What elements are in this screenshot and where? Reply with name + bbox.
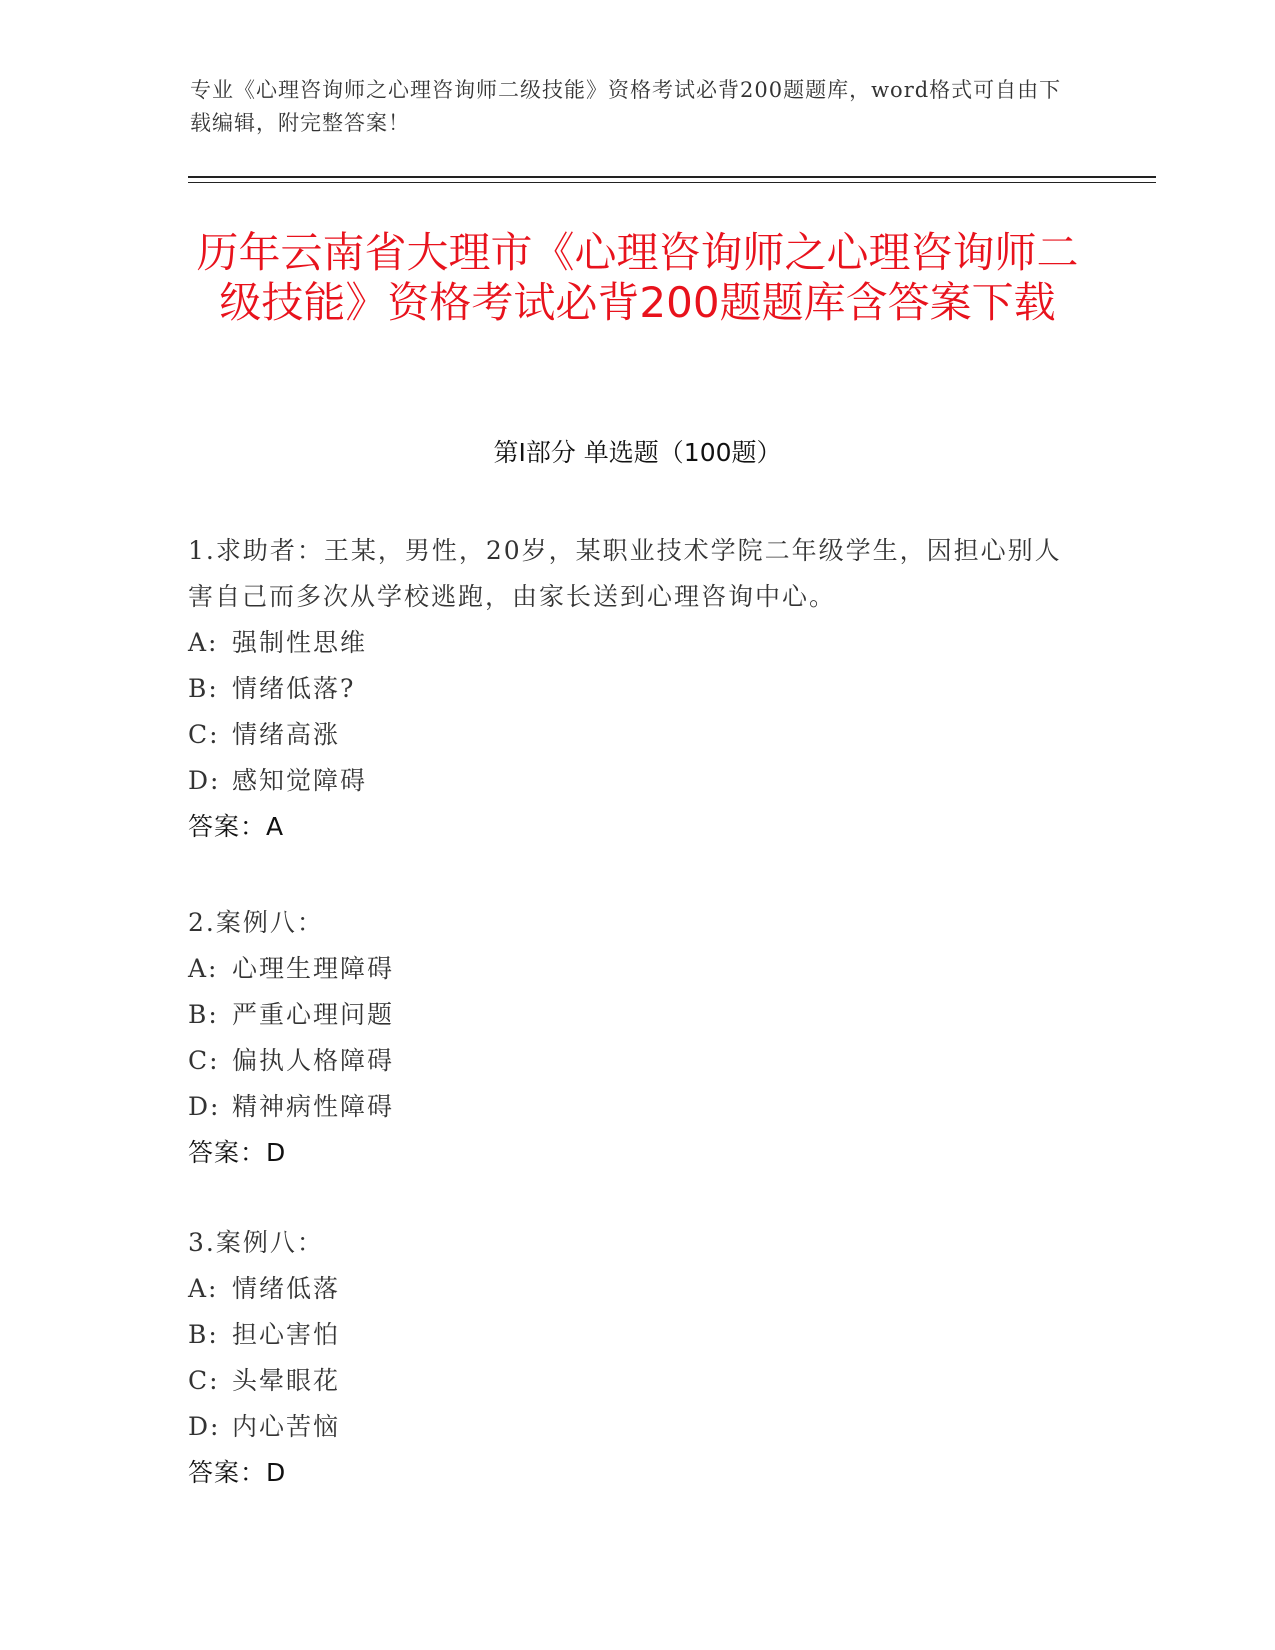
option-letter: A: <box>188 1274 219 1303</box>
option-d <box>188 1084 1088 1130</box>
option-letter: A: <box>188 954 219 983</box>
question-stem: 1.求助者：王某，男性，20岁，某职业技术学院二年级学生，因担心别人害自己而多次从学校逃跑，由家长送到心理咨询中心。 <box>188 536 1062 611</box>
option-a <box>188 1266 1088 1312</box>
option-letter: D: <box>188 1092 221 1121</box>
option-d <box>188 758 1088 804</box>
option-text: 强制性思维 <box>232 628 368 657</box>
option-a <box>188 946 1088 992</box>
option-letter: C: <box>188 720 220 749</box>
question-block <box>188 528 1088 850</box>
header-rule-thick <box>188 176 1156 178</box>
option-b <box>188 666 1088 712</box>
option-letter: D: <box>188 1412 221 1441</box>
option-text: 头晕眼花 <box>232 1366 341 1395</box>
option-letter: B: <box>188 1320 219 1349</box>
option-b <box>188 992 1088 1038</box>
option-letter: C: <box>188 1046 220 1075</box>
option-c <box>188 1038 1088 1084</box>
option-c <box>188 1358 1088 1404</box>
answer-line: 答案：A <box>188 812 285 841</box>
option-letter: C: <box>188 1366 220 1395</box>
option-text: 担心害怕 <box>232 1320 341 1349</box>
question-stem: 3.案例八： <box>188 1228 324 1257</box>
option-text: 心理生理障碍 <box>232 954 395 983</box>
answer-line: 答案：D <box>188 1458 287 1487</box>
option-d <box>188 1404 1088 1450</box>
option-a <box>188 620 1088 666</box>
option-text: 偏执人格障碍 <box>232 1046 395 1075</box>
option-letter: D: <box>188 766 221 795</box>
document-title: 历年云南省大理市《心理咨询师之心理咨询师二级技能》资格考试必背200题题库含答案下载 <box>196 228 1079 327</box>
option-text: 严重心理问题 <box>232 1000 395 1029</box>
header-rule-thin <box>188 182 1156 183</box>
header-note: 专业《心理咨询师之心理咨询师二级技能》资格考试必背200题题库，word格式可自由下载编辑，附完整答案！ <box>190 78 1062 135</box>
question-block <box>188 900 1088 1176</box>
option-text: 内心苦恼 <box>232 1412 341 1441</box>
option-letter: A: <box>188 628 219 657</box>
option-text: 精神病性障碍 <box>232 1092 395 1121</box>
question-block <box>188 1220 1088 1496</box>
option-text: 情绪低落? <box>232 674 356 703</box>
section-title: 第Ⅰ部分 单选题（100题） <box>493 438 782 467</box>
answer-line: 答案：D <box>188 1138 287 1167</box>
question-stem: 2.案例八： <box>188 908 324 937</box>
option-c <box>188 712 1088 758</box>
option-b <box>188 1312 1088 1358</box>
option-text: 情绪低落 <box>232 1274 341 1303</box>
option-text: 感知觉障碍 <box>232 766 368 795</box>
option-letter: B: <box>188 1000 219 1029</box>
option-text: 情绪高涨 <box>232 720 341 749</box>
option-letter: B: <box>188 674 219 703</box>
